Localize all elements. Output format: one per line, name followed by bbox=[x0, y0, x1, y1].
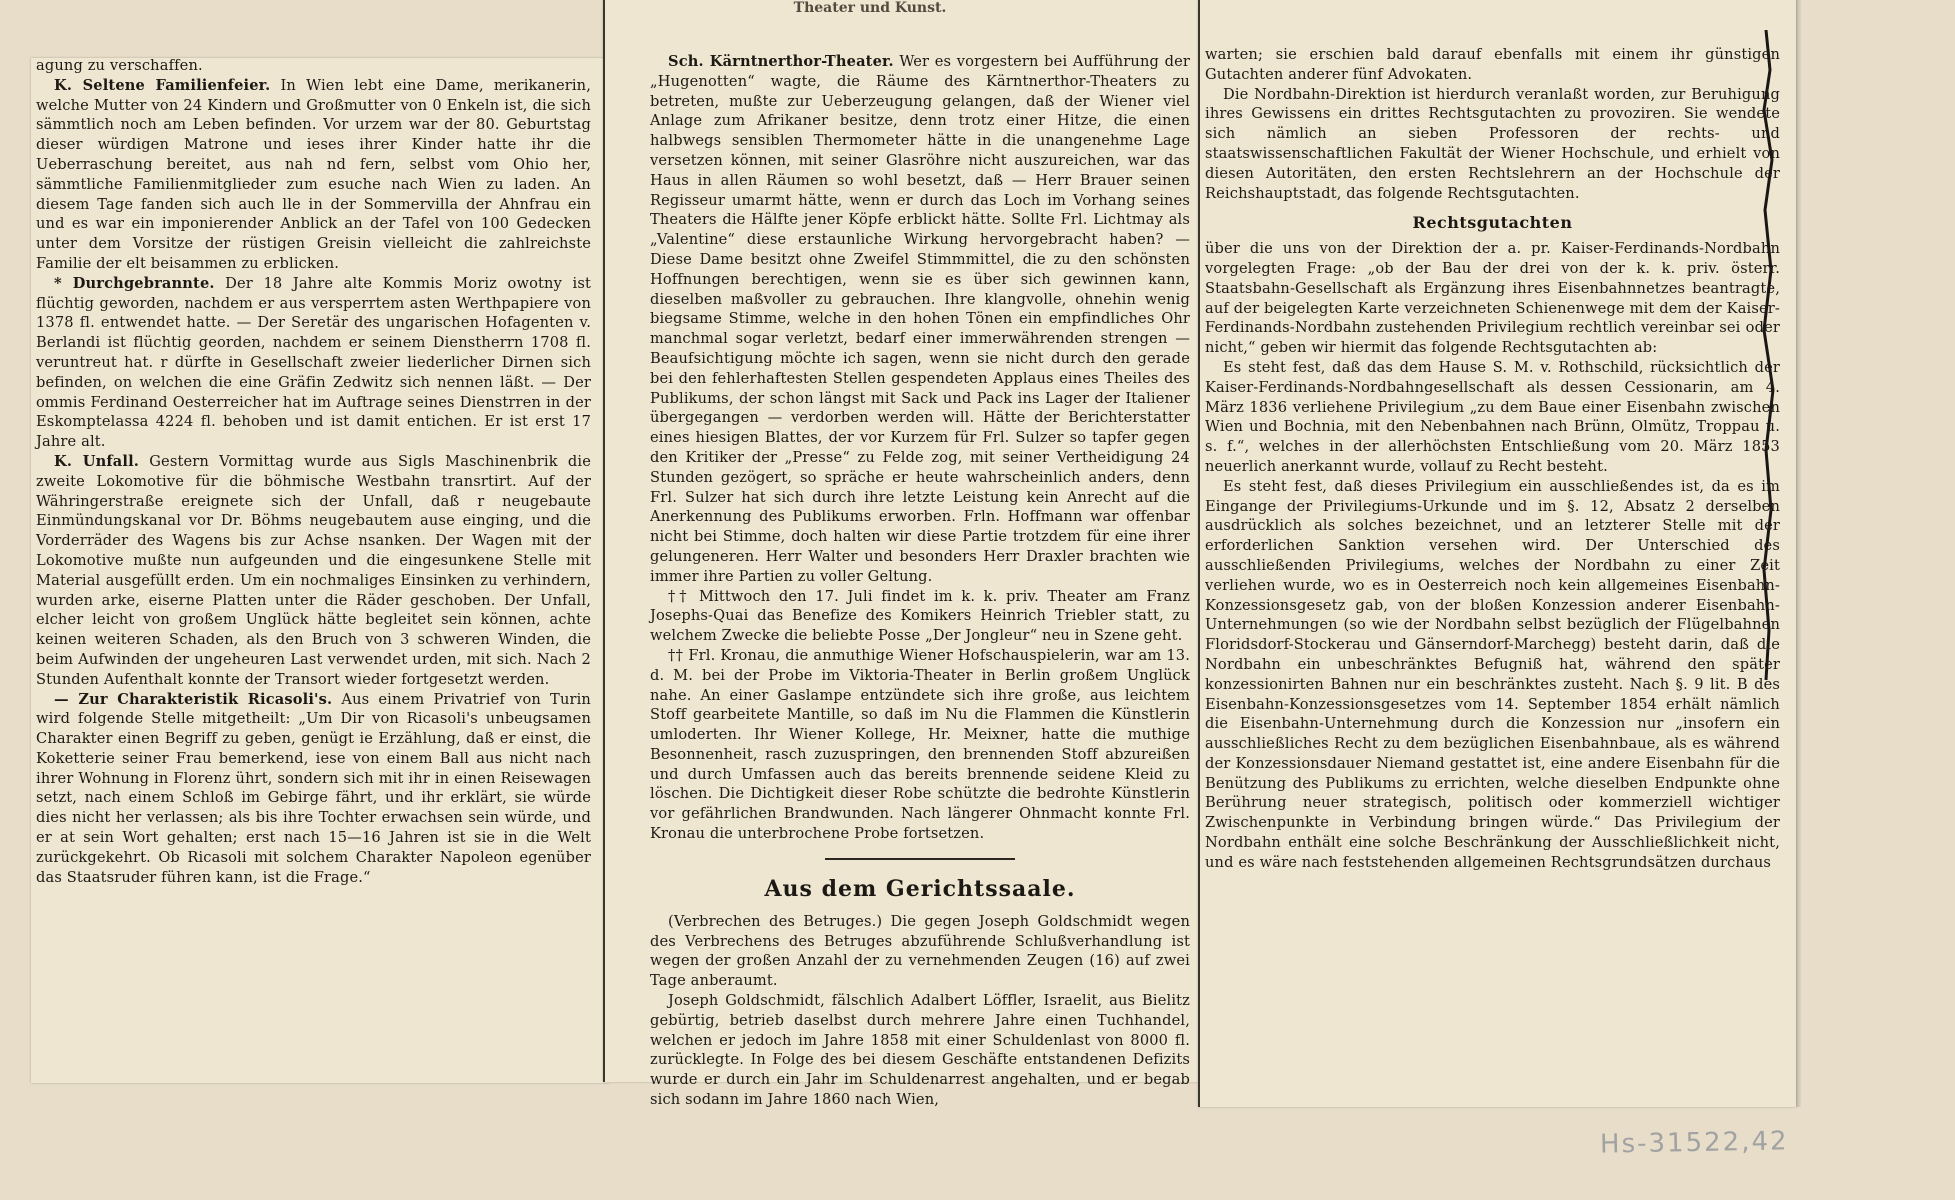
paragraph-fest-2: Es steht fest, daß dieses Privilegium ein ausschließendes ist, da es im Eingange der Privilegiums-Urkunde und im §. 12, Absatz 2 derselben ausdrücklich als solches bezeichnet, und an letzterer Stelle mit der erforderlichen Sanktion versehen wird. Der Unterschied des ausschließenden Privilegiums, welches der Nordbahn zu einer Zeit verliehen wurde, wo es in Oesterreich noch kein allgemeines Eisenbahn-Konzessionsgesetz gab, von der bloßen Konzession anderer Eisenbahn-Unternehmungen (so wie der Nordbahn selbst bezüglich der Flügelbahnen Floridsdorf-Stockerau und Gänserndorf-Marchegg) besteht darin, daß die Nordbahn ein unbeschränktes Befugniß hat, während den später konzessionirten Bahnen nur ein beschränktes zusteht. Nach §. 9 lit. B des Eisenbahn-Konzessionsgesetzes vom 14. September 1854 erhält nämlich die Eisenbahn-Unternehmung durch die Konzession nur „insofern ein ausschließliches Recht zu dem bezüglichen Eisenbahnbaue, als es während der Konzessionsdauer Niemand gestattet ist, eine andere Eisenbahn für die Benützung des Publikums zu errichten, welche dieselben Endpunkte ohne Berührung neuer strategisch, politisch oder kommerziell wichtiger Zwischenpunkte in Verbindung bringen würde.“ Das Privilegium der Nordbahn enthält eine solche Beschränkung der Ausschließlichkeit nicht, und es wäre nach feststehenden allgemeinen Rechtsgrundsätzen durchaus bbox=[1205, 477, 1780, 871]
court-paragraph: (Verbrechen des Betruges.) Die gegen Joseph Goldschmidt wegen des Verbrechens des Betruges abzuführende Schlußverhandlung ist wegen der großen Anzahl der zu vernehmenden Zeugen (16) auf zwei Tage anberaumt. bbox=[650, 912, 1190, 990]
article-body: Wer es vorgestern bei Aufführung der „Hugenotten“ wagte, die Räume des Kärntnerthor-Theaters zu betreten, mußte zur Ueberzeugung gelangen, daß der Wiener viel Anlage zum Afrikaner besitze, denn trotz einer Hitze, die einen halbwegs sensiblen Thermometer hätte in die unangenehme Lage versetzen können, mit seiner Glasröhre nicht auszureichen, war das Haus in allen Räumen so wohl besetzt, daß — Herr Brauer seinen Regisseur umarmt hätte, wenn er durch das Loch im Vorhang seines Theaters die Hälfte jener Köpfe erblickt hätte. Sollte Frl. Lichtmay als „Valentine“ diese erstaunliche Wirkung hervorgebracht haben? — Diese Dame besitzt ohne Zweifel Stimmmittel, die zu den schönsten Hoffnungen berechtigen, wenn sie es über sich gewinnen kann, dieselben maßvoller zu gebrauchen. Ihre klangvolle, ohnehin wenig biegsame Stimme, welche in den hohen Tönen ein empfindliches Ohr manchmal sogar verletzt, bedarf einer immerwährenden strengen — Beaufsichtigung möchte ich sagen, wenn sie nicht durch den gerade bei den fehlerhaftesten Stellen gespendeten Applaus eines Theiles des Publikums, der schon längst mit Sack und Pack ins Lager der Italiener übergegangen — verdorben werden will. Hätte der Berichterstatter eines hiesigen Blattes, der vor Kurzem für Frl. Sulzer so tapfer gegen den Kritiker der „Presse“ zu Felde zog, mit seiner Vertheidigung 24 Stunden gezögert, so spräche er heute wahrscheinlich anders, denn Frl. Sulzer hat sich durch ihre letzte Leistung kein Anrecht auf die Anerkennung des Publikums erworben. Frln. Hoffmann war offenbar nicht bei Stimme, doch halten wir diese Partie trotzdem für eine ihrer gelungeneren. Herr Walter und besonders Herr Draxler brachten wie immer ihre Partien zu voller Geltung. bbox=[650, 53, 1190, 585]
court-paragraph: Joseph Goldschmidt, fälschlich Adalbert Löffler, Israelit, aus Bielitz gebürtig, betrieb daselbst durch mehrere Jahre einen Tuchhandel, welchen er jedoch im Jahre 1858 mit einer Schuldenlast von 8000 fl. zurücklegte. In Folge des bei diesem Geschäfte entstandenen Defizits wurde er durch ein Jahr im Schuldenarrest angehalten, und er begab sich sodann im Jahre 1860 nach Wien, bbox=[650, 992, 1190, 1109]
article-kaerntnerthor-theater bbox=[650, 52, 1190, 587]
paragraph-intro: warten; sie erschien bald darauf ebenfalls mit einem ihr günstigen Gutachten anderer fünf Advokaten. bbox=[1205, 46, 1780, 83]
article-body: In Wien lebt eine Dame, merikanerin, welche Mutter von 24 Kindern und Großmutter von 0 Enkeln ist, die sich sämmtlich noch am Leben befinden. Vor urzem war der 80. Geburtstag dieser würdigen Matrone und ieses ihrer Kinder hatte ihr die Ueberraschung bereitet, aus nah nd fern, selbst vom Ohio her, sämmtliche Familienmitglieder zum esuche nach Wien zu laden. An diesem Tage fanden sich auch lle in der Sommervilla der Ahnfrau ein und es war ein imponierender Anblick an der Tafel von 100 Gedecken unter dem Vorsitze der rüstigen Greisin vielleicht die zahlreichste Familie der elt beisammen zu erblicken. bbox=[36, 76, 592, 272]
paragraph-nordbahn: Die Nordbahn-Direktion ist hierdurch veranlaßt worden, zur Beruhigung ihres Gewissens ein drittes Rechtsgutachten zu provoziren. Sie wendete sich nämlich an sieben Professoren der rechts- und staatswissenschaftlichen Fakultät der Wiener Hochschule, und erhielt von diesen Autoritäten, den ersten Rechtslehrern an der Hochschule der Reichshauptstadt, das folgende Rechtsgutachten. bbox=[1205, 85, 1780, 202]
section-header-strip: Theater und Kunst. bbox=[793, 0, 947, 16]
notice-benefize: †† Mittwoch den 17. Juli findet im k. k. priv. Theater am Franz Josephs-Quai das Benefize des Komikers Heinrich Triebler statt, zu welchem Zwecke die beliebte Posse „Der Jongleur“ neu in Szene geht. bbox=[650, 587, 1190, 645]
fragment-line: agung zu verschaffen. bbox=[36, 57, 203, 74]
paper-tear-mark bbox=[1752, 30, 1782, 680]
notice-kronau: †† Frl. Kronau, die anmuthige Wiener Hofschauspielerin, war am 13. d. M. bei der Probe im Viktoria-Theater in Berlin großem Unglück nahe. An einer Gaslampe entzündete sich ihre große, aus leichtem Stoff gearbeitete Mantille, so daß im Nu die Flammen die Künstlerin umloderten. Ihr Wiener Kollege, Hr. Meixner, hatte die muthige Besonnenheit, rasch zuzuspringen, den brennenden Stoff abzureißen und durch Umfassen auch das bereits brennende seidene Kleid zu löschen. Die Dichtigkeit dieser Robe schützte die bedrohte Künstlerin vor gefährlichen Brandwunden. Nach längerer Ohnmacht konnte Frl. Kronau die unterbrochene Probe fortsetzen. bbox=[650, 646, 1190, 843]
article-unfall bbox=[36, 452, 591, 690]
right-column bbox=[1205, 45, 1780, 873]
clipping-edge-shadow bbox=[1796, 0, 1802, 1107]
article-seltene-familienfeier bbox=[36, 76, 591, 274]
column-rule-left bbox=[603, 0, 605, 1082]
subheading-rechtsgutachten: Rechtsgutachten bbox=[1412, 213, 1573, 233]
article-heading: K. Unfall. bbox=[54, 452, 140, 470]
article-durchgebrannte bbox=[36, 274, 591, 452]
article-body: Aus einem Privatrief von Turin wird folgende Stelle mitgetheilt: „Um Dir von Ricasoli's unbeugsamen Charakter einen Begriff zu geben, genügt ie Erzählung, daß er einst, die Koketterie seiner Frau bemerkend, iese von einem Ball aus nicht nach ihrer Wohnung in Florenz ührt, sondern sich mit ihr in einen Reisewagen setzt, nach einem Schloß im Gebirge fährt, und ihr erklärt, sie würde dies nicht her verlassen; als bis ihre Tochter erwachsen sein würde, und er at sein Wort gehalten; erst nach 15—16 Jahren ist sie in die Welt zurückgekehrt. Ob Ricasoli mit solchem Charakter Napoleon egenüber das Staatsruder führen kann, ist die Frage.“ bbox=[36, 690, 591, 886]
paragraph-frage: über die uns von der Direktion der a. pr. Kaiser-Ferdinands-Nordbahn vorgelegten Frage: „ob der Bau der drei von der k. k. priv. österr. Staatsbahn-Gesellschaft als Ergänzung ihres Eisenbahnnetzes beantragte, auf der beigelegten Karte verzeichneten Schienenwege mit dem der Kaiser-Ferdinands-Nordbahn zustehenden Privilegium rechtlich vereinbar sei oder nicht,“ geben wir hiermit das folgende Rechtsgutachten ab: bbox=[1205, 240, 1780, 357]
article-heading: Sch. Kärntnerthor-Theater. bbox=[668, 53, 894, 70]
left-column bbox=[36, 56, 591, 887]
article-body: Gestern Vormittag wurde aus Sigls Maschinenbrik die zweite Lokomotive für die böhmische Westbahn transrtirt. Auf der Währingerstraße ereignete sich der Unfall, daß r neugebaute Einmündungskanal vor Dr. Böhms neugebautem ause einging, und die Vorderräder des Wagens bis zur Achse nsanken. Der Wagen mit der Lokomotive mußte nun aufgeunden und die eingesunkene Stelle mit Material ausgefüllt erden. Um ein nochmaliges Einsinken zu verhindern, wurden arke, eiserne Platten unter die Räder geschoben. Der Unfall, elcher leicht von großem Unglück hätte begleitet sein können, achte keinen weiteren Schaden, als den Bruch von 3 schweren Winden, die beim Aufwinden der ungeheuren Last verwendet urden, mit sich. Nach 2 Stunden Aufenthalt konnte der Transort wieder fortgesetzt werden. bbox=[36, 452, 592, 688]
section-title-gerichtssaale: Aus dem Gerichtssaale. bbox=[764, 875, 1076, 902]
article-heading: — Zur Charakteristik Ricasoli's. bbox=[54, 690, 333, 708]
section-separator bbox=[825, 858, 1015, 860]
column-rule-right bbox=[1198, 0, 1200, 1107]
article-heading: K. Seltene Familienfeier. bbox=[54, 76, 271, 94]
article-ricasoli bbox=[36, 690, 591, 888]
article-heading: * Durchgebrannte. bbox=[54, 274, 215, 292]
article-body: Der 18 Jahre alte Kommis Moriz owotny ist flüchtig geworden, nachdem er aus versperrtem asten Werthpapiere von 1378 fl. entwendet hatte. — Der Seretär des ungarischen Hofagenten v. Berlandi ist flüchtig georden, nachdem er seinem Dienstherrn 1708 fl. veruntreut hat. r dürfte in Gesellschaft zweier liederlicher Dirnen sich befinden, on welchen die eine Gräfin Zedwitz sich nennen läßt. — Der ommis Ferdinand Oesterreicher hat im Auftrage seines Dienstrren in der Eskomptelassa 4224 fl. behoben und ist damit entichen. Er ist erst 17 Jahre alt. bbox=[36, 274, 591, 451]
middle-column bbox=[650, 52, 1190, 1110]
paragraph-fest-1: Es steht fest, daß das dem Hause S. M. v. Rothschild, rücksichtlich der Kaiser-Ferdinands-Nordbahngesellschaft als dessen Cessionarin, am 4. März 1836 verliehene Privilegium „zu dem Baue einer Eisenbahn zwischen Wien und Bochnia, mit den Nebenbahnen nach Brünn, Olmütz, Troppau u. s. f.“, welches in der allerhöchsten Entschließung vom 20. März 1853 neuerlich anerkannt wurde, vollauf zu Recht besteht. bbox=[1205, 358, 1780, 475]
archive-signature: Hs-31522,42 bbox=[1599, 1126, 1789, 1160]
